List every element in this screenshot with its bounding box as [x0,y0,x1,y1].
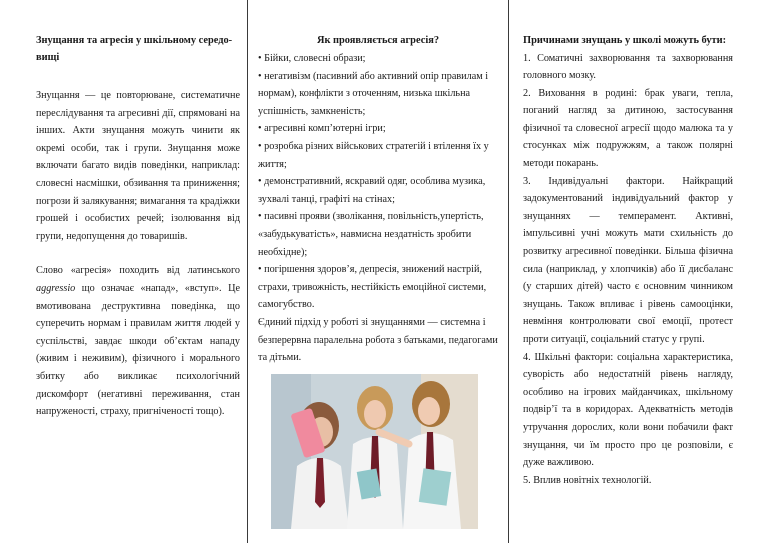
list-item: • погіршення здоров’я, депресія, знижений настрій, страхи, тривожність, нестійкість емоційної системи, самогубство. [258,264,487,311]
paragraph-bullying-definition: Знущання — це повторюване, систематичне переслідування та агресивні дії, спрямовані на інших. Акти знущання можуть чинити як окремі особи, так і групи. Знущання може включати багато видів поведінки, наприклад: словесні насмішки, обзивання та приниження; погрози й залякування; вимагання та крадіжки грошей і особистих речей; ізолювання від групи, недопущення до товаришів. [36,90,240,242]
list-item: 4. Шкільні фактори: соціальна характеристика, суворість або недостатній рівень нагляду, особливо на ігрових майданчиках, шкільному подвір’ї та в коридорах. Адекватність методів утручання дорослих, коли вони побачили факт знущання, чи їм просто про це розповіли, є дуже важливою. [523,351,733,469]
aggression-signs-list [258,50,498,314]
list-item: • негативізм (пасивний або активний опір правилам і нормам), конфлікти з оточенням, низька шкільна успішність, замкненість; [258,70,489,117]
closing-paragraph: Єдиний підхід у роботі зі знущаннями — системна і безперервна паралельна робота з батьками, педагогами та дітьми. [258,316,498,364]
heading-bullying-causes: Причинами знущань у школі можуть бути: [523,35,727,46]
list-item: • демонстративний, яскравий одяг, особлива музика, зухвалі танці, графіті на стінах; [258,176,486,205]
list-item: • пасивні прояви (зволікання, повільність,упертість, «забудькуватість», навмисна нездатність зробити необхідне); [258,211,484,258]
list-item: 5. Вплив новітніх технологій. [523,474,652,486]
column-bullying-definition [36,32,240,421]
latin-term: aggressio [36,282,76,294]
list-item: • агресивні комп’ютерні ігри; [258,123,386,135]
students-illustration [271,374,478,529]
aggression-text-end: що означає «напад», «вступ». Це вмотивована деструктивна поведінка, що суперечить нормам і правилам життя людей у суспільстві, завдає шкоди об’єктам нападу (живим і неживим), фізичного і морального збитку або викликає психологічний дискомфорт (негативні переживання, стан напруженості, страху, пригніченості тощо). [36,282,240,418]
heading-bullying: Знущання та агресія у шкільному середо-вищі [36,35,233,63]
fold-line-right [508,0,509,543]
column-aggression-signs [258,32,498,367]
causes-list [523,50,733,490]
heading-aggression-signs: Як проявляється агресія? [316,35,440,46]
list-item: 3. Індивідуальні фактори. Найкращий задокументований індивідуальний фактор у знущаннях — темперамент. Активні, імпульсивні учні можуть мати схильність до розвитку агресивної поведінки. Більша фізична сила (наприклад, у хлопчиків) або її дисбаланс (у старших дітей) часто є основним чинником знущань. Також впливає і рівень самооцінки, невміння контролювати свої емоції, протест проти ситуації, соціальний статус у групі. [523,175,733,345]
paragraph-aggression-definition [36,262,240,420]
list-item: 2. Виховання в родині: брак уваги, тепла, поганий нагляд за дитиною, застосування фізичної та словесної агресії щодо малюка та у стосунках між подружжям, а також полярні методи покарань. [523,87,733,170]
column-bullying-causes [523,32,733,489]
aggression-text-start: Слово «агресія» походить від латинського [36,265,240,277]
list-item: 1. Соматичні захворювання та захворювання головного мозку. [523,52,733,82]
list-item: • Бійки, словесні образи; [258,53,366,64]
students-bullying-photo [271,374,478,529]
fold-line-left [247,0,248,543]
list-item: • розробка різних військових стратегій і втілення їх у життя; [258,140,489,170]
